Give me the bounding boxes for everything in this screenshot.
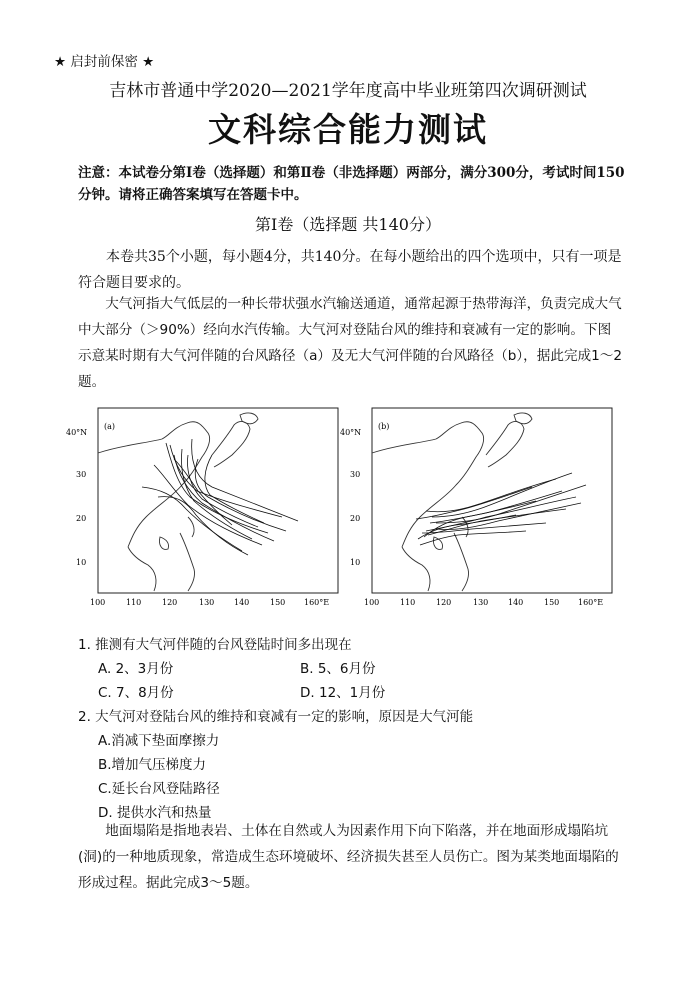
coastline	[372, 413, 532, 591]
lon-label: 110	[400, 598, 416, 607]
coastline	[98, 413, 258, 591]
section-intro: 本卷共35个小题，每小题4分，共140分。在每小题给出的四个选项中，只有一项是符合题目要求的。	[78, 249, 622, 291]
question-2-stem: 2. 大气河对登陆台风的维持和衰减有一定的影响，原因是大气河能	[78, 709, 474, 725]
lat-label: 20	[350, 514, 361, 523]
question-1-option-d[interactable]: D. 12、1月份	[300, 685, 386, 701]
section-title: 第Ⅰ卷（选择题 共140分）	[255, 215, 441, 234]
question-2-option-a[interactable]: A.消减下垫面摩擦力	[98, 733, 220, 749]
question-1-option-c[interactable]: C. 7、8月份	[98, 685, 174, 701]
typhoon-map-a	[62, 405, 342, 610]
exam-notice: 注意：本试卷分第Ⅰ卷（选择题）和第Ⅱ卷（非选择题）两部分，满分300分，考试时间150分钟。请将正确答案填写在答题卡中。	[78, 165, 625, 203]
lat-label: 30	[76, 470, 87, 479]
question-2-option-b[interactable]: B.增加气压梯度力	[98, 757, 207, 773]
typhoon-tracks-a	[142, 439, 298, 555]
lat-label: 30	[350, 470, 361, 479]
question-1-option-a[interactable]: A. 2、3月份	[98, 661, 174, 677]
question-2-option-c[interactable]: C.延长台风登陆路径	[98, 781, 220, 797]
panel-label-b: (b)	[378, 422, 390, 431]
lon-label: 160°E	[578, 598, 604, 607]
lon-label: 130	[473, 598, 489, 607]
typhoon-map-b	[336, 405, 616, 610]
lon-label: 100	[90, 598, 106, 607]
question-1-option-b[interactable]: B. 5、6月份	[300, 661, 376, 677]
lat-label: 10	[76, 558, 87, 567]
passage-atmospheric-river: 大气河指大气低层的一种长带状强水汽输送通道，通常起源于热带海洋，负责完成大气中大部分（＞90%）经向水汽传输。大气河对登陆台风的维持和衰减有一定的影响。下图示意某时期有大气河伴随的台风路径（a）及无大气河伴随的台风路径（b），据此完成1～2题。	[78, 296, 623, 390]
confidential-mark: ★ 启封前保密 ★	[54, 54, 155, 70]
lon-label: 110	[126, 598, 142, 607]
lon-label: 120	[436, 598, 452, 607]
lat-label: 10	[350, 558, 361, 567]
lon-label: 150	[270, 598, 286, 607]
lat-label: 40°N	[340, 428, 362, 437]
lon-label: 120	[162, 598, 178, 607]
lon-label: 150	[544, 598, 560, 607]
question-1-stem: 1. 推测有大气河伴随的台风登陆时间多出现在	[78, 637, 352, 653]
lon-label: 140	[508, 598, 524, 607]
lon-label: 160°E	[304, 598, 330, 607]
exam-subtitle: 吉林市普通中学2020—2021学年度高中毕业班第四次调研测试	[109, 81, 587, 101]
lon-label: 130	[199, 598, 215, 607]
passage-ground-subsidence: 地面塌陷是指地表岩、土体在自然或人为因素作用下向下陷落，并在地面形成塌陷坑(洞)的一种地质现象，常造成生态环境破坏、经济损失甚至人员伤亡。图为某类地面塌陷的形成过程。据此完成3～5题。	[78, 823, 619, 891]
panel-label-a: (a)	[104, 422, 116, 431]
question-2-option-d[interactable]: D. 提供水汽和热量	[98, 805, 212, 821]
lat-label: 20	[76, 514, 87, 523]
lat-label: 40°N	[66, 428, 88, 437]
lon-label: 100	[364, 598, 380, 607]
lon-label: 140	[234, 598, 250, 607]
typhoon-tracks-b	[416, 473, 586, 545]
exam-title: 文科综合能力测试	[208, 110, 488, 149]
